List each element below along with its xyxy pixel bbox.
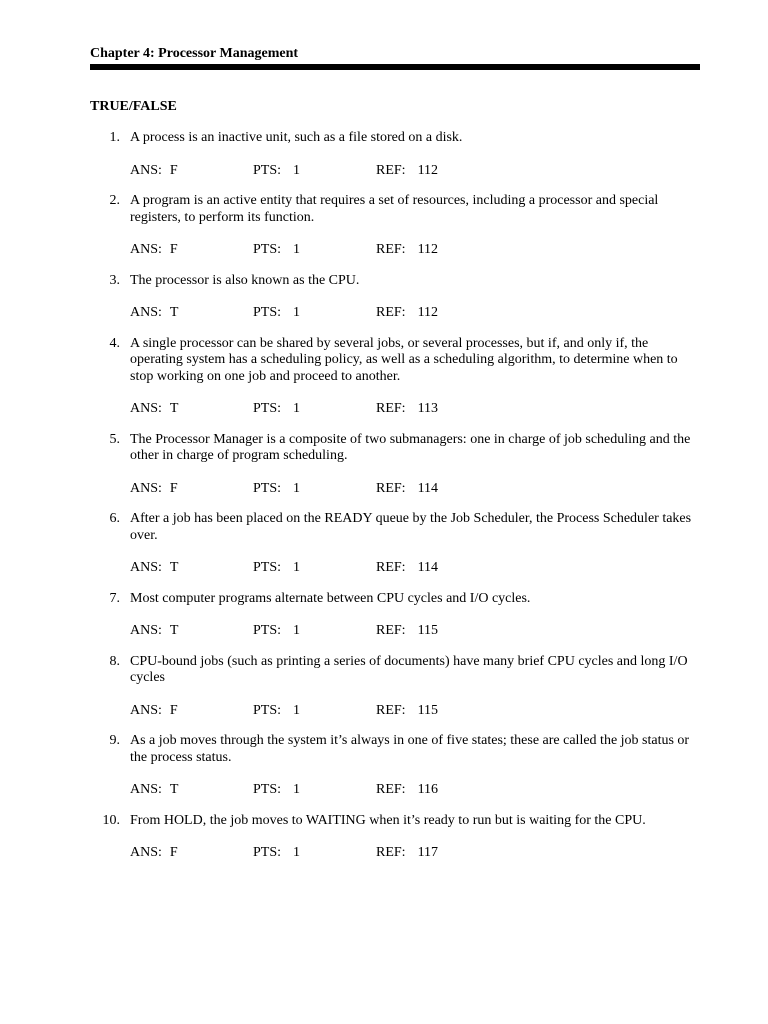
- answer-field: [130, 782, 253, 799]
- reference-label: REF:: [376, 845, 406, 860]
- answer-label: ANS:: [130, 242, 162, 257]
- answer-label: ANS:: [130, 845, 162, 860]
- answer-value: T: [169, 305, 179, 320]
- question-text: CPU-bound jobs (such as printing a series of documents) have many brief CPU cycles and long I/O cycles: [130, 653, 688, 685]
- points-label: PTS:: [253, 845, 282, 860]
- reference-value: 112: [417, 242, 439, 257]
- question-item: [90, 432, 700, 498]
- reference-field: [376, 401, 499, 418]
- answer-label: ANS:: [130, 162, 162, 178]
- question-number: 2.: [109, 193, 120, 208]
- question-number: 5.: [109, 431, 120, 447]
- reference-value: 115: [417, 623, 439, 638]
- answer-field: [130, 845, 253, 862]
- question-number: 9.: [109, 733, 120, 748]
- answer-field: [130, 560, 253, 577]
- reference-label: REF:: [376, 305, 406, 320]
- points-label: PTS:: [253, 242, 282, 257]
- reference-label: REF:: [376, 560, 406, 575]
- reference-field: [376, 703, 499, 720]
- question-item: [90, 193, 700, 259]
- question-item: [90, 654, 700, 720]
- answer-value: F: [169, 242, 178, 257]
- question-number: 3.: [109, 272, 120, 288]
- reference-label: REF:: [376, 623, 406, 638]
- answer-label: ANS:: [130, 560, 162, 575]
- answer-row: [130, 623, 700, 640]
- header-rule: [90, 64, 700, 70]
- question-item: [90, 336, 700, 418]
- points-value: 1: [293, 242, 301, 257]
- question-item: [90, 591, 700, 640]
- answer-label: ANS:: [130, 305, 162, 320]
- answer-label: ANS:: [130, 782, 162, 797]
- answer-value: F: [169, 702, 178, 718]
- answer-value: F: [169, 162, 178, 178]
- question-number: 4.: [109, 335, 120, 351]
- answer-value: T: [169, 782, 179, 797]
- points-label: PTS:: [253, 560, 282, 575]
- points-value: 1: [293, 782, 301, 797]
- answer-row: [130, 703, 700, 720]
- points-value: 1: [293, 623, 301, 638]
- points-field: [253, 560, 376, 577]
- question-number: 6.: [109, 511, 120, 526]
- answer-row: [130, 481, 700, 498]
- points-value: 1: [293, 480, 301, 496]
- question-number: 8.: [109, 653, 120, 669]
- points-label: PTS:: [253, 782, 282, 797]
- reference-field: [376, 242, 499, 259]
- answer-field: [130, 623, 253, 640]
- points-value: 1: [293, 560, 301, 575]
- reference-label: REF:: [376, 242, 406, 257]
- question-text: From HOLD, the job moves to WAITING when it’s ready to run but is waiting for the CPU.: [130, 812, 646, 828]
- reference-value: 113: [417, 401, 439, 416]
- points-label: PTS:: [253, 305, 282, 320]
- answer-value: F: [169, 845, 178, 860]
- answer-value: T: [169, 401, 179, 416]
- reference-label: REF:: [376, 702, 406, 718]
- answer-row: [130, 242, 700, 259]
- question-item: [90, 130, 700, 179]
- question-item: [90, 733, 700, 799]
- points-value: 1: [293, 702, 301, 718]
- chapter-title: Chapter 4: Processor Management: [90, 46, 299, 61]
- points-value: 1: [293, 401, 301, 416]
- question-item: [90, 511, 700, 577]
- answer-label: ANS:: [130, 401, 162, 416]
- answer-value: T: [169, 623, 179, 638]
- reference-value: 112: [417, 305, 439, 320]
- answer-field: [130, 481, 253, 498]
- reference-field: [376, 623, 499, 640]
- reference-label: REF:: [376, 480, 406, 496]
- reference-field: [376, 481, 499, 498]
- points-field: [253, 305, 376, 322]
- reference-value: 116: [417, 782, 439, 797]
- answer-label: ANS:: [130, 480, 162, 496]
- question-text: The Processor Manager is a composite of two submanagers: one in charge of job scheduling and the other in charge of program scheduling.: [130, 431, 691, 463]
- points-field: [253, 401, 376, 418]
- points-field: [253, 845, 376, 862]
- points-value: 1: [293, 305, 301, 320]
- reference-label: REF:: [376, 401, 406, 416]
- document-page: [90, 45, 700, 876]
- answer-row: [130, 845, 700, 862]
- reference-value: 117: [417, 845, 439, 860]
- question-list: [90, 130, 700, 862]
- reference-field: [376, 845, 499, 862]
- reference-field: [376, 782, 499, 799]
- answer-row: [130, 782, 700, 799]
- answer-row: [130, 163, 700, 180]
- points-field: [253, 481, 376, 498]
- section-title: TRUE/FALSE: [90, 99, 177, 114]
- reference-value: 115: [417, 702, 439, 718]
- points-label: PTS:: [253, 623, 282, 638]
- answer-label: ANS:: [130, 623, 162, 638]
- question-text: As a job moves through the system it’s always in one of five states; these are called the job status or the process status.: [130, 733, 690, 765]
- points-field: [253, 703, 376, 720]
- points-field: [253, 782, 376, 799]
- points-field: [253, 163, 376, 180]
- points-label: PTS:: [253, 162, 282, 178]
- question-number: 1.: [109, 130, 120, 145]
- question-item: [90, 813, 700, 862]
- points-label: PTS:: [253, 401, 282, 416]
- points-field: [253, 623, 376, 640]
- question-number: 7.: [109, 590, 120, 606]
- answer-value: T: [169, 560, 179, 575]
- reference-field: [376, 560, 499, 577]
- answer-field: [130, 163, 253, 180]
- answer-field: [130, 401, 253, 418]
- question-text: The processor is also known as the CPU.: [130, 272, 360, 288]
- points-value: 1: [293, 845, 301, 860]
- answer-row: [130, 401, 700, 418]
- reference-value: 114: [417, 560, 439, 575]
- points-label: PTS:: [253, 480, 282, 496]
- question-item: [90, 273, 700, 322]
- answer-field: [130, 703, 253, 720]
- reference-value: 112: [417, 162, 439, 178]
- points-field: [253, 242, 376, 259]
- question-text: After a job has been placed on the READY queue by the Job Scheduler, the Process Scheduler takes over.: [130, 511, 692, 543]
- points-label: PTS:: [253, 702, 282, 718]
- answer-field: [130, 305, 253, 322]
- question-text: Most computer programs alternate between CPU cycles and I/O cycles.: [130, 590, 531, 606]
- answer-field: [130, 242, 253, 259]
- reference-label: REF:: [376, 782, 406, 797]
- question-text: A program is an active entity that requires a set of resources, including a processor and special registers, to perform its function.: [130, 193, 659, 225]
- question-number: 10.: [102, 812, 120, 828]
- answer-value: F: [169, 480, 178, 496]
- points-value: 1: [293, 162, 301, 178]
- reference-value: 114: [417, 480, 439, 496]
- reference-label: REF:: [376, 162, 406, 178]
- question-text: A process is an inactive unit, such as a file stored on a disk.: [130, 130, 463, 145]
- reference-field: [376, 163, 499, 180]
- question-text: A single processor can be shared by several jobs, or several processes, but if, and only if, the operating system has a scheduling policy, as well as a scheduling algorithm, to determine when to stop working on one job and proceed to another.: [130, 335, 678, 384]
- answer-label: ANS:: [130, 702, 162, 718]
- reference-field: [376, 305, 499, 322]
- answer-row: [130, 305, 700, 322]
- answer-row: [130, 560, 700, 577]
